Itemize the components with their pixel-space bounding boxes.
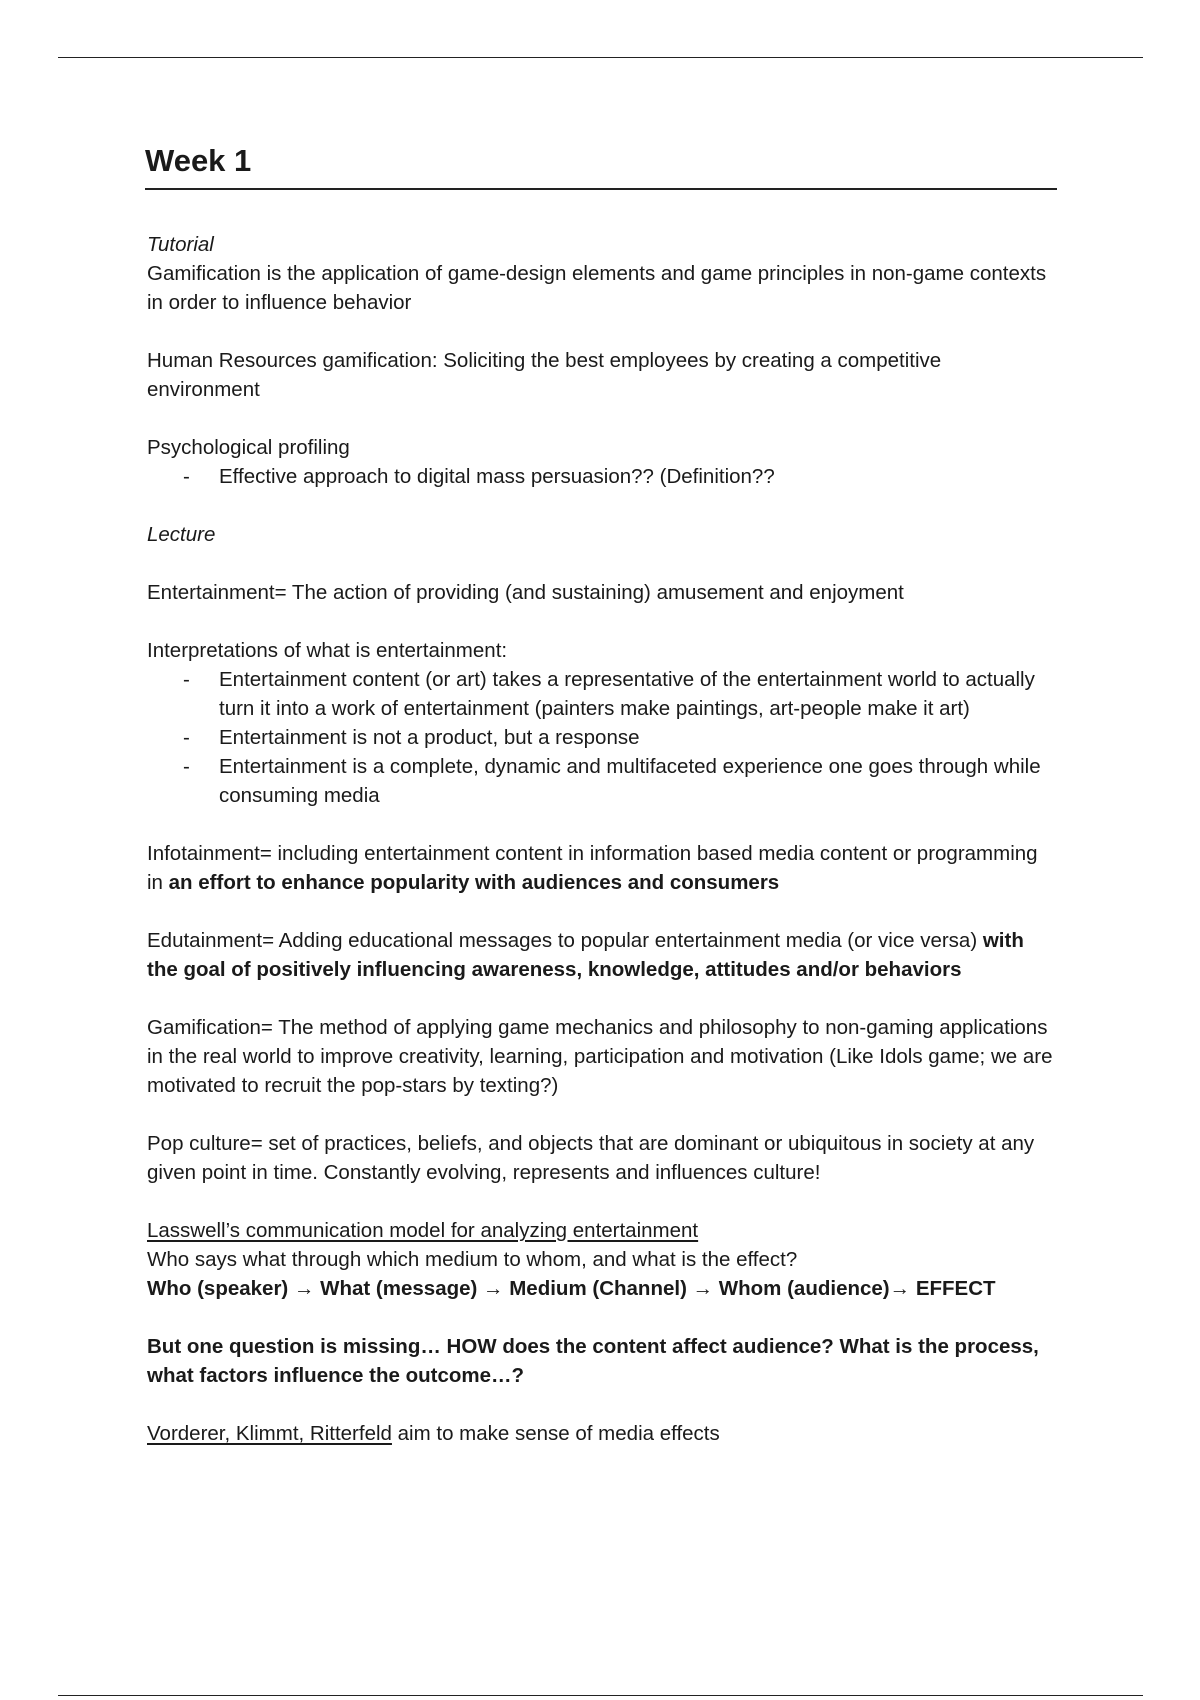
gamification-definition: Gamification is the application of game-design elements and game principles in non-game contexts in order to influence behavior (147, 262, 1047, 314)
vorderer-line (147, 1419, 1057, 1448)
entertainment-definition: Entertainment= The action of providing (and sustaining) amusement and enjoyment (147, 581, 904, 604)
psych-profiling: Psychological profiling (147, 436, 350, 459)
vorderer-authors: Vorderer, Klimmt, Ritterfeld (147, 1422, 392, 1445)
list-item: - Entertainment content (or art) takes a representative of the entertainment world to actually turn it into a work of entertainment (painters make paintings, art-people make it art) (219, 665, 1057, 723)
list-item: - Entertainment is a complete, dynamic and multifaceted experience one goes through while consuming media (219, 752, 1057, 810)
tutorial-label: Tutorial (147, 233, 214, 256)
hr-gamification: Human Resources gamification: Soliciting the best employees by creating a competitive environment (147, 349, 942, 401)
lecture-label: Lecture (147, 523, 216, 546)
interpretations-title: Interpretations of what is entertainment: (147, 639, 508, 662)
gamification-lecture-definition: Gamification= The method of applying game mechanics and philosophy to non-gaming applications in the real world to improve creativity, learning, participation and motivation (Like Idols game; we are motivated to recruit the pop-stars by texting?) (147, 1016, 1053, 1097)
infotainment-text: Infotainment= including entertainment content in information based media content or programming in (147, 842, 1038, 894)
lasswell-chain: Who (speaker) → What (message) → Medium (Channel) → Whom (audience)→ EFFECT (147, 1277, 996, 1300)
lasswell-question: Who says what through which medium to whom, and what is the effect? (147, 1248, 798, 1271)
infotainment-emphasis: an effort to enhance popularity with audiences and consumers (168, 871, 780, 894)
edutainment-definition (147, 926, 1057, 984)
list-item: - Entertainment is not a product, but a response (219, 723, 1057, 752)
page-title: Week 1 (145, 140, 1057, 190)
infotainment-definition (147, 839, 1057, 897)
missing-question: But one question is missing… HOW does the content affect audience? What is the process, what factors influence the outcome…? (147, 1335, 1039, 1387)
psych-list (147, 462, 1057, 491)
page-bottom-rule (58, 1695, 1143, 1696)
list-item: - Effective approach to digital mass persuasion?? (Definition?? (219, 462, 1057, 491)
lasswell-title: Lasswell’s communication model for analyzing entertainment (147, 1219, 699, 1242)
pop-culture-definition: Pop culture= set of practices, beliefs, and objects that are dominant or ubiquitous in society at any given point in time. Constantly evolving, represents and influences culture! (147, 1132, 1035, 1184)
interpretations-list (147, 665, 1057, 810)
edutainment-emphasis: with the goal of positively influencing awareness, knowledge, attitudes and/or behaviors (147, 929, 1024, 981)
edutainment-text: Edutainment= Adding educational messages to popular entertainment media (or vice versa) (147, 929, 983, 952)
vorderer-text: aim to make sense of media effects (391, 1422, 720, 1445)
page-top-rule (58, 57, 1143, 58)
document-body (147, 140, 1057, 1448)
